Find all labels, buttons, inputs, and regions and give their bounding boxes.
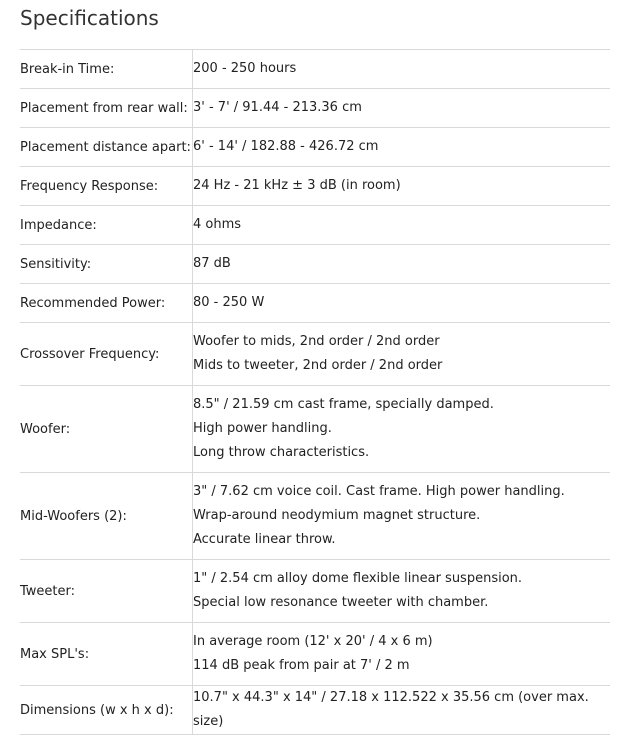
spec-label: Woofer: xyxy=(20,386,193,473)
table-row xyxy=(20,323,610,386)
spec-value-line: Accurate linear throw. xyxy=(193,532,336,547)
spec-label: Dimensions (w x h x d): xyxy=(20,686,193,735)
spec-label: Impedance: xyxy=(20,206,193,245)
spec-label: Frequency Response: xyxy=(20,167,193,206)
table-row xyxy=(20,686,610,735)
spec-label: Crossover Frequency: xyxy=(20,323,193,386)
table-row xyxy=(20,128,610,167)
spec-label: Max SPL's: xyxy=(20,623,193,686)
spec-value-line: 4 ohms xyxy=(193,217,242,232)
table-row xyxy=(20,473,610,560)
spec-label: Recommended Power: xyxy=(20,284,193,323)
spec-value-line: 3' - 7' / 91.44 - 213.36 cm xyxy=(193,100,362,115)
spec-value-line: Wrap-around neodymium magnet structure. xyxy=(193,508,481,523)
spec-value xyxy=(193,560,611,623)
spec-value-line: Special low resonance tweeter with chamber. xyxy=(193,595,489,610)
spec-value-line: 200 - 250 hours xyxy=(193,61,297,76)
spec-label: Placement from rear wall: xyxy=(20,89,193,128)
spec-value-line: 6' - 14' / 182.88 - 426.72 cm xyxy=(193,139,379,154)
table-row xyxy=(20,50,610,89)
spec-value xyxy=(193,686,611,735)
spec-value-line: 10.7" x 44.3" x 14" / 27.18 x 112.522 x 35.56 cm (over max. size) xyxy=(193,690,589,729)
table-row xyxy=(20,623,610,686)
table-row xyxy=(20,284,610,323)
spec-value-line: 87 dB xyxy=(193,256,231,271)
spec-label: Tweeter: xyxy=(20,560,193,623)
spec-value xyxy=(193,128,611,167)
spec-value xyxy=(193,50,611,89)
spec-value xyxy=(193,89,611,128)
spec-value-line: 80 - 250 W xyxy=(193,295,265,310)
spec-value xyxy=(193,206,611,245)
spec-value-line: Long throw characteristics. xyxy=(193,445,370,460)
table-row xyxy=(20,386,610,473)
spec-value xyxy=(193,323,611,386)
table-row xyxy=(20,89,610,128)
spec-label: Break-in Time: xyxy=(20,50,193,89)
spec-value-line: Woofer to mids, 2nd order / 2nd order xyxy=(193,334,440,349)
spec-value-line: 114 dB peak from pair at 7' / 2 m xyxy=(193,658,410,673)
spec-value-line: 1" / 2.54 cm alloy dome flexible linear suspension. xyxy=(193,571,523,586)
spec-label: Placement distance apart: xyxy=(20,128,193,167)
spec-value-line: Mids to tweeter, 2nd order / 2nd order xyxy=(193,358,443,373)
spec-label: Mid-Woofers (2): xyxy=(20,473,193,560)
spec-value-line: High power handling. xyxy=(193,421,332,436)
page-title: Specifications xyxy=(20,6,159,30)
spec-value-line: 24 Hz - 21 kHz ± 3 dB (in room) xyxy=(193,178,401,193)
spec-value-line: 3" / 7.62 cm voice coil. Cast frame. High power handling. xyxy=(193,484,565,499)
table-row xyxy=(20,167,610,206)
spec-value xyxy=(193,473,611,560)
table-row xyxy=(20,206,610,245)
table-row xyxy=(20,245,610,284)
spec-label: Sensitivity: xyxy=(20,245,193,284)
spec-value-line: 8.5" / 21.59 cm cast frame, specially damped. xyxy=(193,397,494,412)
spec-value xyxy=(193,386,611,473)
spec-value xyxy=(193,623,611,686)
spec-value xyxy=(193,167,611,206)
spec-value-line: In average room (12' x 20' / 4 x 6 m) xyxy=(193,634,433,649)
spec-value xyxy=(193,284,611,323)
spec-value xyxy=(193,245,611,284)
specs-table xyxy=(20,49,610,735)
table-row xyxy=(20,560,610,623)
